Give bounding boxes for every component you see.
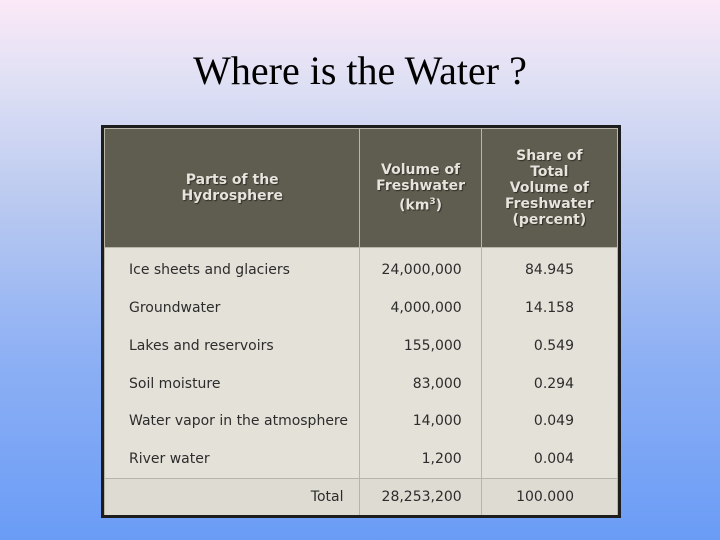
row-name: Groundwater bbox=[105, 289, 360, 327]
row-name: River water bbox=[105, 440, 360, 478]
row-volume: 14,000 bbox=[360, 403, 481, 441]
table-row bbox=[105, 248, 618, 290]
row-share: 14.158 bbox=[481, 289, 617, 327]
freshwater-table bbox=[104, 128, 618, 515]
header-parts-of-hydrosphere: Parts of the Hydrosphere bbox=[105, 129, 360, 248]
row-share: 0.004 bbox=[481, 440, 617, 478]
table-row bbox=[105, 289, 618, 327]
table-row bbox=[105, 327, 618, 365]
hydrosphere-table-frame bbox=[101, 125, 621, 518]
volume-unit: $(km^3)$ bbox=[399, 197, 443, 214]
row-volume: 1,200 bbox=[360, 440, 481, 478]
header-volume-of-freshwater: Volume of Freshwater $(km^3)$ bbox=[360, 129, 481, 248]
row-volume: 83,000 bbox=[360, 365, 481, 403]
row-volume: 155,000 bbox=[360, 327, 481, 365]
row-share: 0.294 bbox=[481, 365, 617, 403]
row-share: 0.549 bbox=[481, 327, 617, 365]
total-share: 100.000 bbox=[481, 479, 617, 515]
row-name: Lakes and reservoirs bbox=[105, 327, 360, 365]
row-name: Soil moisture bbox=[105, 365, 360, 403]
table-row bbox=[105, 440, 618, 478]
slide-title: Where is the Water ? bbox=[193, 48, 527, 93]
table-row bbox=[105, 365, 618, 403]
row-share: 0.049 bbox=[481, 403, 617, 441]
row-share: 84.945 bbox=[481, 248, 617, 290]
header-share-of-total-volume: Share of Total Volume of Freshwater (percent) bbox=[481, 129, 617, 248]
row-volume: 24,000,000 bbox=[360, 248, 481, 290]
total-row bbox=[105, 479, 618, 515]
table-header-row bbox=[105, 129, 618, 248]
row-name: Ice sheets and glaciers bbox=[105, 248, 360, 290]
row-name: Water vapor in the atmosphere bbox=[105, 403, 360, 441]
total-volume: 28,253,200 bbox=[360, 479, 481, 515]
table-row bbox=[105, 403, 618, 441]
row-volume: 4,000,000 bbox=[360, 289, 481, 327]
total-label: Total bbox=[105, 479, 360, 515]
